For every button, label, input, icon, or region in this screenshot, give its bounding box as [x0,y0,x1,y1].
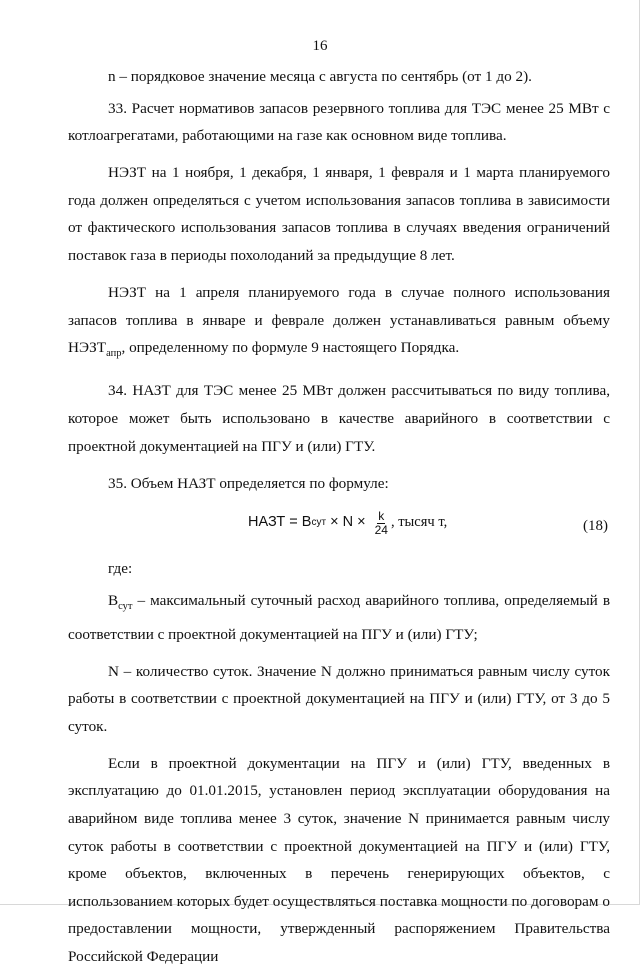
formula-tail: , тысяч т, [390,514,448,531]
formula-expression [248,509,447,537]
formula-times-n: × N × [326,514,370,531]
document-body [68,63,610,980]
paragraph-nezt-april [68,279,610,368]
paragraph-exception: Если в проектной документации на ПГУ и (или) ГТУ, введенных в эксплуатацию до 01.01.2015, установлен период эксплуатации оборудования на аварийном виде топлива менее 3 суток, значение N принимается равным числу суток работы в соответствии с проектной документацией на ПГУ и (или) ГТУ, кроме объектов, включенных в перечень генерирующих объектов, с использованием которых будет осуществляться поставка мощности по договорам о предоставлении мощности, утвержденный распоряжением Правительства Российской Федерации [68,754,610,966]
paragraph-b-sut-definition [68,587,610,648]
paragraph-nezt-april-end: , определенному по формуле 9 настоящего Порядка. [121,339,460,357]
nezt-apr-subscript: апр [106,348,122,360]
formula-fraction [374,510,389,537]
paragraph-n-definition: N – количество суток. Значение N должно приниматься равным числу суток работы в соответствии с проектной документацией на ПГУ и (или) ГТУ, от 3 до 5 суток. [68,662,610,735]
b-sut-variable: B [108,591,119,609]
b-sut-subscript: сут [118,600,133,612]
page-number: 16 [312,38,328,54]
fraction-numerator: k [378,508,385,523]
formula-b-subscript: сут [311,517,327,529]
paragraph-nezt-winter: НЭЗТ на 1 ноября, 1 декабря, 1 января, 1 февраля и 1 марта планируемого года должен определяться с учетом использования запасов топлива в зависимости от фактического использования запасов топлива в случаях введения ограничений поставок газа в периоды похолоданий за предыдущие 8 лет. [68,164,610,265]
paragraph-month-index: n – порядковое значение месяца с августа по сентябрь (от 1 до 2). [108,68,532,85]
paragraph-34: 34. НАЗТ для ТЭС менее 25 МВт должен рассчитываться по виду топлива, которое может быть использовано в качестве аварийного в соответствии с проектной документацией на ПГУ и (или) ГТУ. [68,382,610,455]
formula-lhs: НАЗТ = B [248,514,312,531]
paragraph-35: 35. Объем НАЗТ определяется по формуле: [108,474,389,492]
fraction-denominator: 24 [374,522,388,537]
paragraph-33: 33. Расчет нормативов запасов резервного топлива для ТЭС менее 25 МВт с котлоагрегатами, работающими на газе как основном виде топлива. [68,99,610,145]
formula-number: (18) [583,518,608,535]
paragraph-nezt-april-text: НЭЗТ на 1 апреля планируемого года в случае полного использования запасов топлива в январе и феврале должен устанавливаться равным объему НЭЗТ [68,284,610,357]
b-sut-text: – максимальный суточный расход аварийного топлива, определяемый в соответствии с проектной документацией на ПГУ и (или) ГТУ; [68,591,610,643]
paragraph-where: где: [108,560,133,578]
formula-18 [68,501,610,549]
